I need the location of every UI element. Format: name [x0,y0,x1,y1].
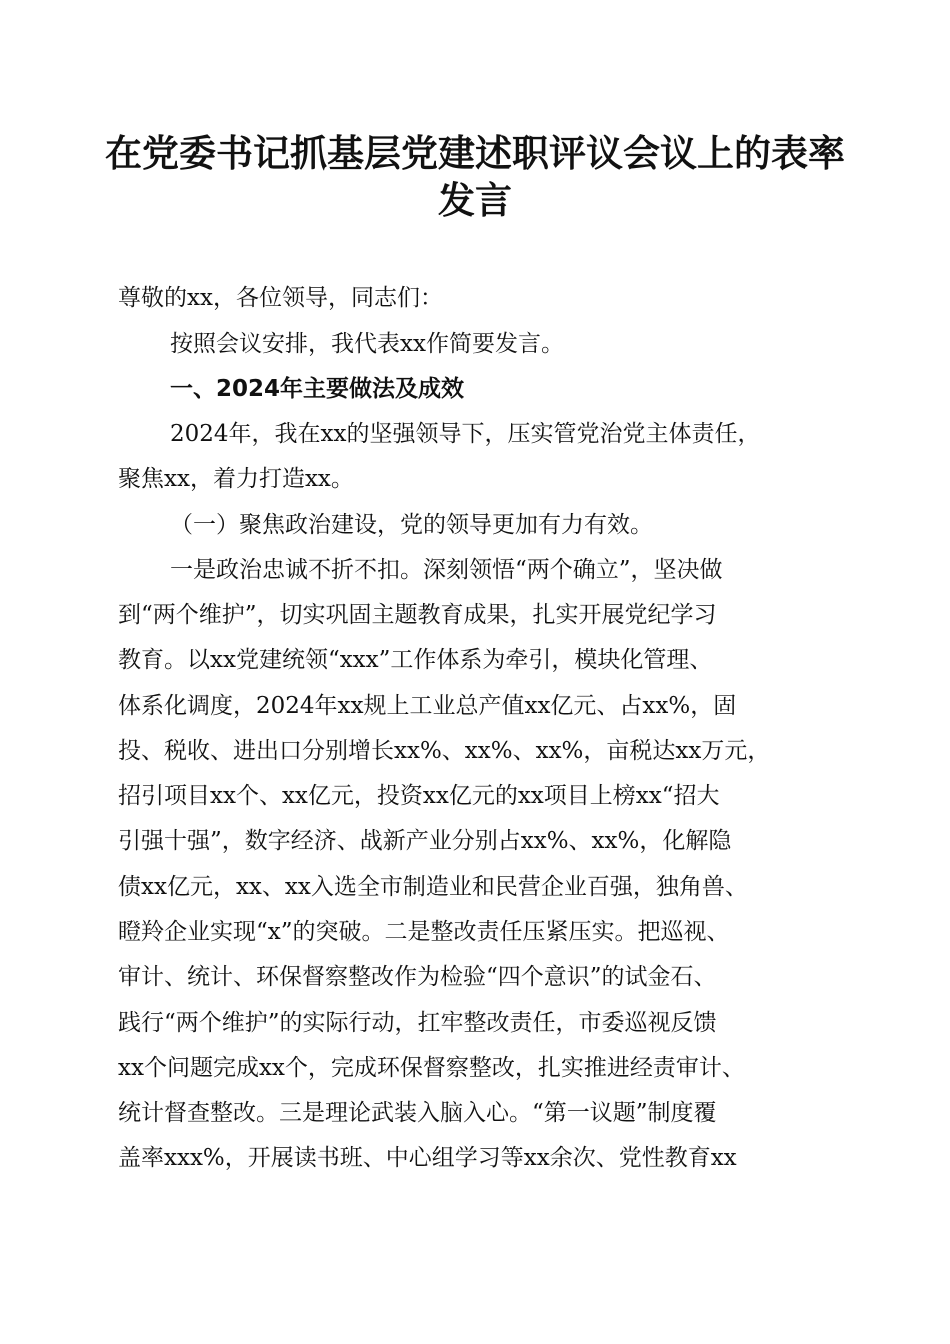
paragraph-line: 招引项目xx个、xx亿元，投资xx亿元的xx项目上榜xx“招大 [118,783,720,809]
paragraph-line: 瞪羚企业实现“x”的突破。二是整改责任压紧压实。把巡视、 [118,919,730,945]
paragraph-line: 投、税收、进出口分别增长xx%、xx%、xx%，亩税达xx万元， [118,738,771,764]
paragraph-line: 盖率xxx%，开展读书班、中心组学习等xx余次、党性教育xx [118,1145,737,1171]
title-line-2: 发言 [438,178,512,222]
paragraph-line: 审计、统计、环保督察整改作为检验“四个意识”的试金石、 [118,964,717,990]
paragraph-line: 统计督查整改。三是理论武装入脑入心。“第一议题”制度覆 [118,1100,717,1126]
paragraph-line: 践行“两个维护”的实际行动，扛牢整改责任，市委巡视反馈 [118,1010,717,1036]
paragraph-line: xx个问题完成xx个，完成环保督察整改，扎实推进经责审计、 [118,1055,745,1081]
paragraph-line: 2024年，我在xx的坚强领导下，压实管党治党主体责任， [170,421,761,447]
paragraph-line: 体系化调度，2024年xx规上工业总产值xx亿元、占xx%，固 [118,693,737,719]
salutation: 尊敬的xx，各位领导，同志们： [118,285,443,311]
paragraph-line: 债xx亿元，xx、xx入选全市制造业和民营企业百强，独角兽、 [118,874,748,900]
paragraph-line: 一是政治忠诚不折不扣。深刻领悟“两个确立”，坚决做 [170,557,723,583]
paragraph-line: 到“两个维护”，切实巩固主题教育成果，扎实开展党纪学习 [118,602,717,628]
subsection-heading-1: （一）聚焦政治建设，党的领导更加有力有效。 [170,512,653,538]
intro-paragraph: 按照会议安排，我代表xx作简要发言。 [170,331,564,357]
paragraph-line: 引强十强”，数字经济、战新产业分别占xx%、xx%，化解隐 [118,828,732,854]
paragraph-line: 聚焦xx，着力打造xx。 [118,466,354,492]
paragraph-line: 教育。以xx党建统领“xxx”工作体系为牵引，模块化管理、 [118,647,713,673]
title-line-1: 在党委书记抓基层党建述职评议会议上的表率 [105,131,845,175]
section-heading-1: 一、2024年主要做法及成效 [170,376,465,402]
document-title [100,130,850,224]
